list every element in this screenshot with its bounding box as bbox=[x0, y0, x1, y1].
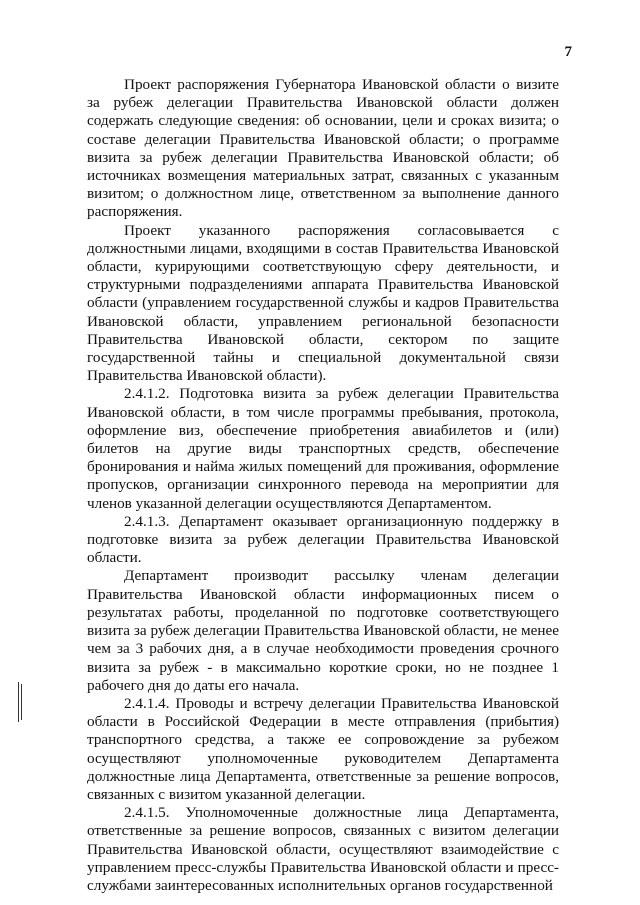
paragraph: 2.4.1.2. Подготовка визита за рубеж делегации Правительства Ивановской области, в том числе программы пребывания, протокола, оформление виз, обеспечение приобретения авиабилетов и (или) билетов на другие виды транспортных средств, обеспечение бронирования и найма жилых помещений для проживания, оформление пропусков, организации синхронного перевода на мероприятии для членов указанной делегации осуществляются Департаментом. bbox=[87, 385, 559, 512]
margin-mark bbox=[21, 684, 22, 720]
document-body bbox=[87, 76, 559, 895]
paragraph: 2.4.1.3. Департамент оказывает организационную поддержку в подготовке визита за рубеж делегации Правительства Ивановской области. bbox=[87, 512, 559, 567]
page-number: 7 bbox=[564, 44, 572, 60]
paragraph: Проект указанного распоряжения согласовывается с должностными лицами, входящими в состав Правительства Ивановской области, курирующими соответствующую сферу деятельности, и структурными подразделениями аппарата Правительства Ивановской области (управлением государственной службы и кадров Правительства Ивановской области, управлением региональной безопасности Правительства Ивановской области, сектором по защите государственной тайны и специальной документальной связи Правительства Ивановской области). bbox=[87, 221, 559, 385]
paragraph: Проект распоряжения Губернатора Ивановской области о визите за рубеж делегации Правительства Ивановской области должен содержать следующие сведения: об основании, цели и сроках визита; о составе делегации Правительства Ивановской области; о программе визита за рубеж делегации Правительства Ивановской области; об источниках возмещения материальных затрат, связанных с указанным визитом; о должностном лице, ответственном за выполнение данного распоряжения. bbox=[87, 76, 559, 221]
paragraph: 2.4.1.5. Уполномоченные должностные лица Департамента, ответственные за решение вопросов, связанных с визитом делегации Правительства Ивановской области, осуществляют взаимодействие с управлением пресс-службы Правительства Ивановской области и пресс-службами заинтересованных исполнительных органов государственной bbox=[87, 804, 559, 894]
margin-mark bbox=[18, 682, 19, 722]
paragraph: Департамент производит рассылку членам делегации Правительства Ивановской области информационных писем о результатах работы, проделанной по подготовке соответствующего визита за рубеж делегации Правительства Ивановской области, не менее чем за 3 рабочих дня, а в случае необходимости проведения срочного визита за рубеж - в максимально короткие сроки, но не позднее 1 рабочего дня до даты его начала. bbox=[87, 567, 559, 694]
paragraph: 2.4.1.4. Проводы и встречу делегации Правительства Ивановской области в Российской Федерации в месте отправления (прибытия) транспортного средства, а также ее сопровождение за рубежом осуществляют уполномоченные руководителем Департамента должностные лица Департамента, ответственные за решение вопросов, связанных с визитом указанной делегации. bbox=[87, 694, 559, 803]
